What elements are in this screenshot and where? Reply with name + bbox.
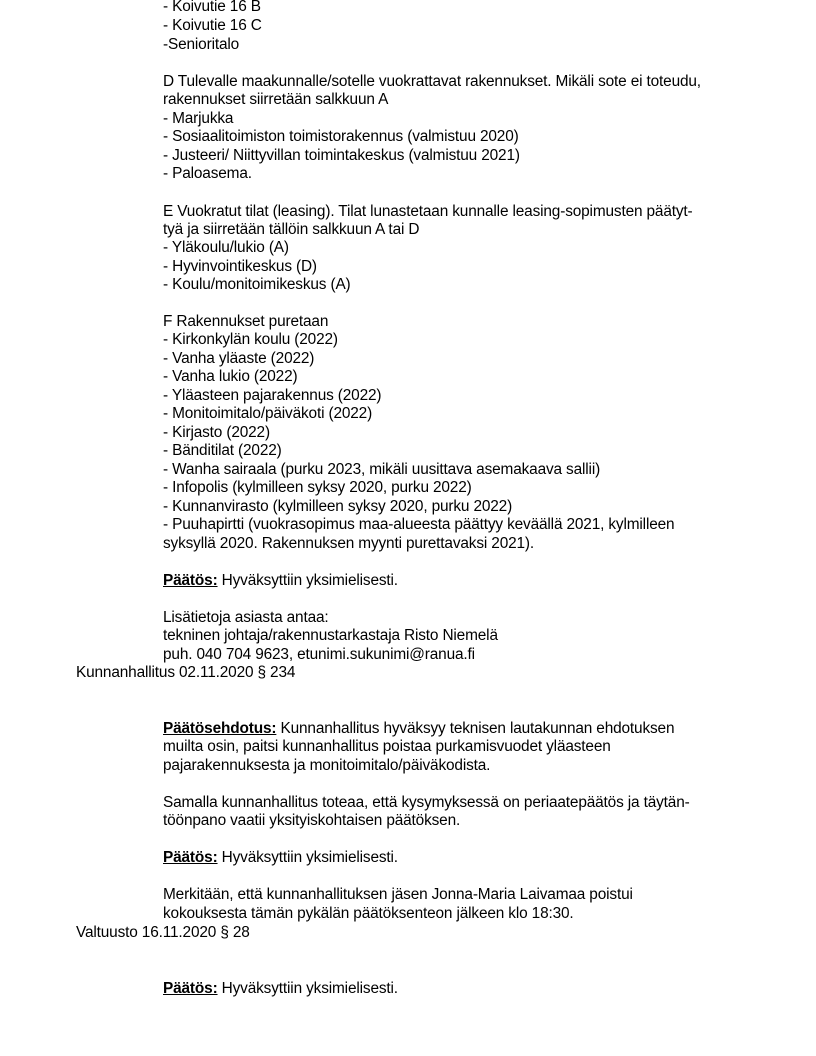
proposal-text-cont: muilta osin, paitsi kunnanhallitus poistaa purkamisvuodet yläasteen [163,738,611,755]
list-item: - Paloasema. [163,165,252,182]
list-item: -Senioritalo [163,36,240,53]
contact-person: tekninen johtaja/rakennustarkastaja Risto Niemelä [163,627,498,644]
list-item: - Yläkoulu/lukio (A) [163,239,289,256]
list-item: - Vanha lukio (2022) [163,368,298,385]
decision-paragraph [163,572,398,590]
decision-paragraph [163,980,398,998]
section-d-heading: D Tulevalle maakunnalle/sotelle vuokrattavat rakennukset. Mikäli sote ei toteudu, [163,73,701,90]
proposal-label: Päätösehdotus: [163,720,277,737]
proposal-paragraph [163,720,674,738]
decision-text: Hyväksyttiin yksimielisesti. [217,980,398,997]
list-item: - Kunnanvirasto (kylmilleen syksy 2020, purku 2022) [163,498,513,515]
list-item: - Koulu/monitoimikeskus (A) [163,276,351,293]
list-item: - Bänditilat (2022) [163,442,282,459]
note-text: Samalla kunnanhallitus toteaa, että kysymyksessä on periaatepäätös ja täytän- [163,794,690,811]
minute-text: Merkitään, että kunnanhallituksen jäsen Jonna-Maria Laivamaa poistui [163,886,633,903]
list-item: - Infopolis (kylmilleen syksy 2020, purku 2022) [163,479,472,496]
list-item: - Kirjasto (2022) [163,424,270,441]
contact-intro: Lisätietoja asiasta antaa: [163,609,329,626]
list-item: - Wanha sairaala (purku 2023, mikäli uusittava asemakaava sallii) [163,461,601,478]
section-f-heading: F Rakennukset puretaan [163,313,329,330]
section-d-heading-cont: rakennukset siirretään salkkuun A [163,91,389,108]
list-item-cont: syksyllä 2020. Rakennuksen myynti purettavaksi 2021). [163,535,535,552]
note-text-cont: töönpano vaatii yksityiskohtaisen päätöksen. [163,812,461,829]
list-item: - Koivutie 16 B [163,0,261,15]
decision-paragraph [163,849,398,867]
list-item: - Sosiaalitoimiston toimistorakennus (valmistuu 2020) [163,128,519,145]
list-item: - Puuhapirtti (vuokrasopimus maa-alueesta päättyy keväällä 2021, kylmilleen [163,516,675,533]
decision-label: Päätös: [163,572,218,589]
list-item: - Vanha yläaste (2022) [163,350,315,367]
decision-text: Hyväksyttiin yksimielisesti. [217,849,398,866]
list-item: - Justeeri/ Niittyvillan toimintakeskus (valmistuu 2021) [163,147,520,164]
list-item: - Koivutie 16 C [163,17,262,34]
minute-text-cont: kokouksesta tämän pykälän päätöksenteon jälkeen klo 18:30. [163,905,574,922]
board-meeting-header: Kunnanhallitus 02.11.2020 § 234 [76,664,296,681]
proposal-text-cont: pajarakennuksesta ja monitoimitalo/päiväkodista. [163,757,491,774]
proposal-text: Kunnanhallitus hyväksyy teknisen lautakunnan ehdotuksen [276,720,675,737]
list-item: - Marjukka [163,110,234,127]
decision-label: Päätös: [163,980,218,997]
list-item: - Monitoimitalo/päiväkoti (2022) [163,405,373,422]
contact-phone-email: puh. 040 704 9623, etunimi.sukunimi@ranua.fi [163,646,475,663]
list-item: - Hyvinvointikeskus (D) [163,258,317,275]
decision-text: Hyväksyttiin yksimielisesti. [217,572,398,589]
section-e-heading: E Vuokratut tilat (leasing). Tilat lunastetaan kunnalle leasing-sopimusten päätyt- [163,203,693,220]
list-item: - Kirkonkylän koulu (2022) [163,331,338,348]
list-item: - Yläasteen pajarakennus (2022) [163,387,382,404]
council-meeting-header: Valtuusto 16.11.2020 § 28 [76,924,250,941]
decision-label: Päätös: [163,849,218,866]
section-e-heading-cont: tyä ja siirretään tällöin salkkuun A tai D [163,221,420,238]
